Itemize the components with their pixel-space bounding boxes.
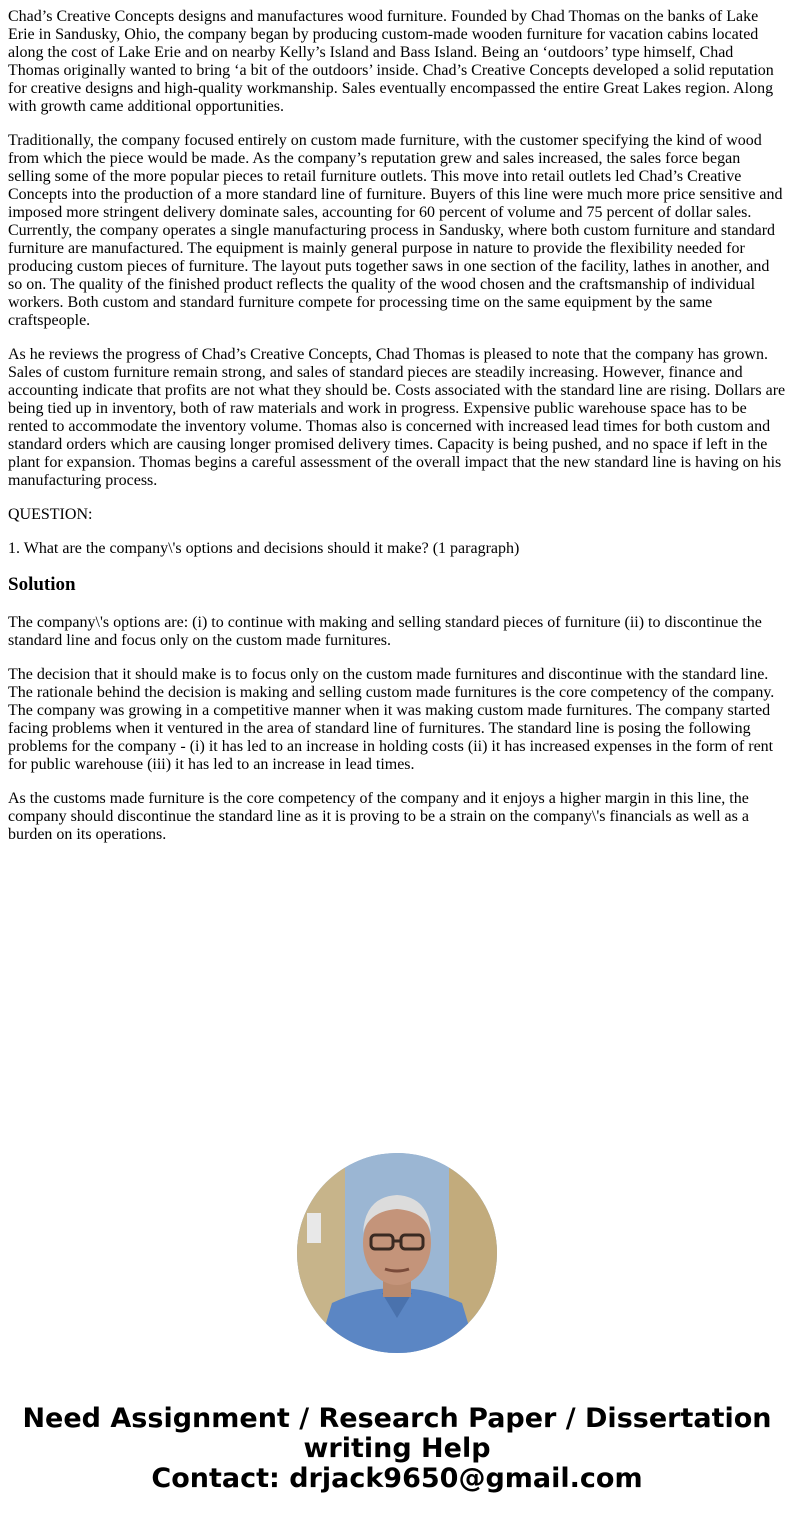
question-label: QUESTION:: [8, 506, 93, 523]
intro-paragraph-1: Chad’s Creative Concepts designs and manufactures wood furniture. Founded by Chad Thomas on the banks of Lake Erie in Sandusky, Ohio, the company began by producing custom-made wooden furniture for vacation cabins located along the cost of Lake Erie and on nearby Kelly’s Island and Bass Island. Being an ‘outdoors’ type himself, Chad Thomas originally wanted to bring ‘a bit of the outdoors’ inside. Chad’s Creative Concepts developed a solid reputation for creative designs and high-quality workmanship. Sales eventually encompassed the entire Great Lakes region. Along with growth came additional opportunities.: [8, 8, 774, 115]
document-body: [8, 8, 786, 860]
avatar-portrait-icon: [297, 1153, 497, 1353]
solution-heading: Solution: [8, 574, 76, 595]
solution-paragraph-1: The company\'s options are: (i) to continue with making and selling standard pieces of furniture (ii) to discontinue the standard line and focus only on the custom made furnitures.: [8, 614, 762, 649]
author-avatar: [297, 1153, 497, 1353]
banner-contact-line: Contact: drjack9650@gmail.com: [151, 1463, 643, 1494]
contact-banner: [0, 1404, 794, 1494]
intro-paragraph-2: Traditionally, the company focused entirely on custom made furniture, with the customer specifying the kind of wood from which the piece would be made. As the company’s reputation grew and sales increased, the sales force began selling some of the more popular pieces to retail furniture outlets. This move into retail outlets led Chad’s Creative Concepts into the production of a more standard line of furniture. Buyers of this line were much more price sensitive and imposed more stringent delivery dominate sales, accounting for 60 percent of volume and 75 percent of dollar sales. Currently, the company operates a single manufacturing process in Sandusky, where both custom furniture and standard furniture are manufactured. The equipment is mainly general purpose in nature to provide the flexibility needed for producing custom pieces of furniture. The layout puts together saws in one section of the facility, lathes in another, and so on. The quality of the finished product reflects the quality of the wood chosen and the craftsmanship of individual workers. Both custom and standard furniture compete for processing time on the same equipment by the same craftspeople.: [8, 132, 783, 329]
question-text: 1. What are the company\'s options and decisions should it make? (1 paragraph): [8, 540, 520, 557]
solution-paragraph-2: The decision that it should make is to focus only on the custom made furnitures and discontinue with the standard line. The rationale behind the decision is making and selling custom made furnitures is the core competency of the company. The company was growing in a competitive manner when it was making custom made furnitures. The company started facing problems when it ventured in the area of standard line of furnitures. The standard line is posing the following problems for the company - (i) it has led to an increase in holding costs (ii) it has increased expenses in the form of rent for public warehouse (iii) it has led to an increase in lead times.: [8, 666, 775, 773]
banner-line-1: Need Assignment / Research Paper / Dissertation: [22, 1403, 772, 1434]
intro-paragraph-3: As he reviews the progress of Chad’s Creative Concepts, Chad Thomas is pleased to note that the company has grown. Sales of custom furniture remain strong, and sales of standard pieces are steadily increasing. However, finance and accounting indicate that profits are not what they should be. Costs associated with the standard line are rising. Dollars are being tied up in inventory, both of raw materials and work in progress. Expensive public warehouse space has to be rented to accommodate the inventory volume. Thomas also is concerned with increased lead times for both custom and standard orders which are causing longer promised delivery times. Capacity is being pushed, and no space if left in the plant for expansion. Thomas begins a careful assessment of the overall impact that the new standard line is having on his manufacturing process.: [8, 346, 786, 489]
banner-line-2: writing Help: [303, 1433, 491, 1464]
solution-paragraph-3: As the customs made furniture is the core competency of the company and it enjoys a higher margin in this line, the company should discontinue the standard line as it is proving to be a strain on the company\'s financials as well as a burden on its operations.: [8, 790, 749, 843]
